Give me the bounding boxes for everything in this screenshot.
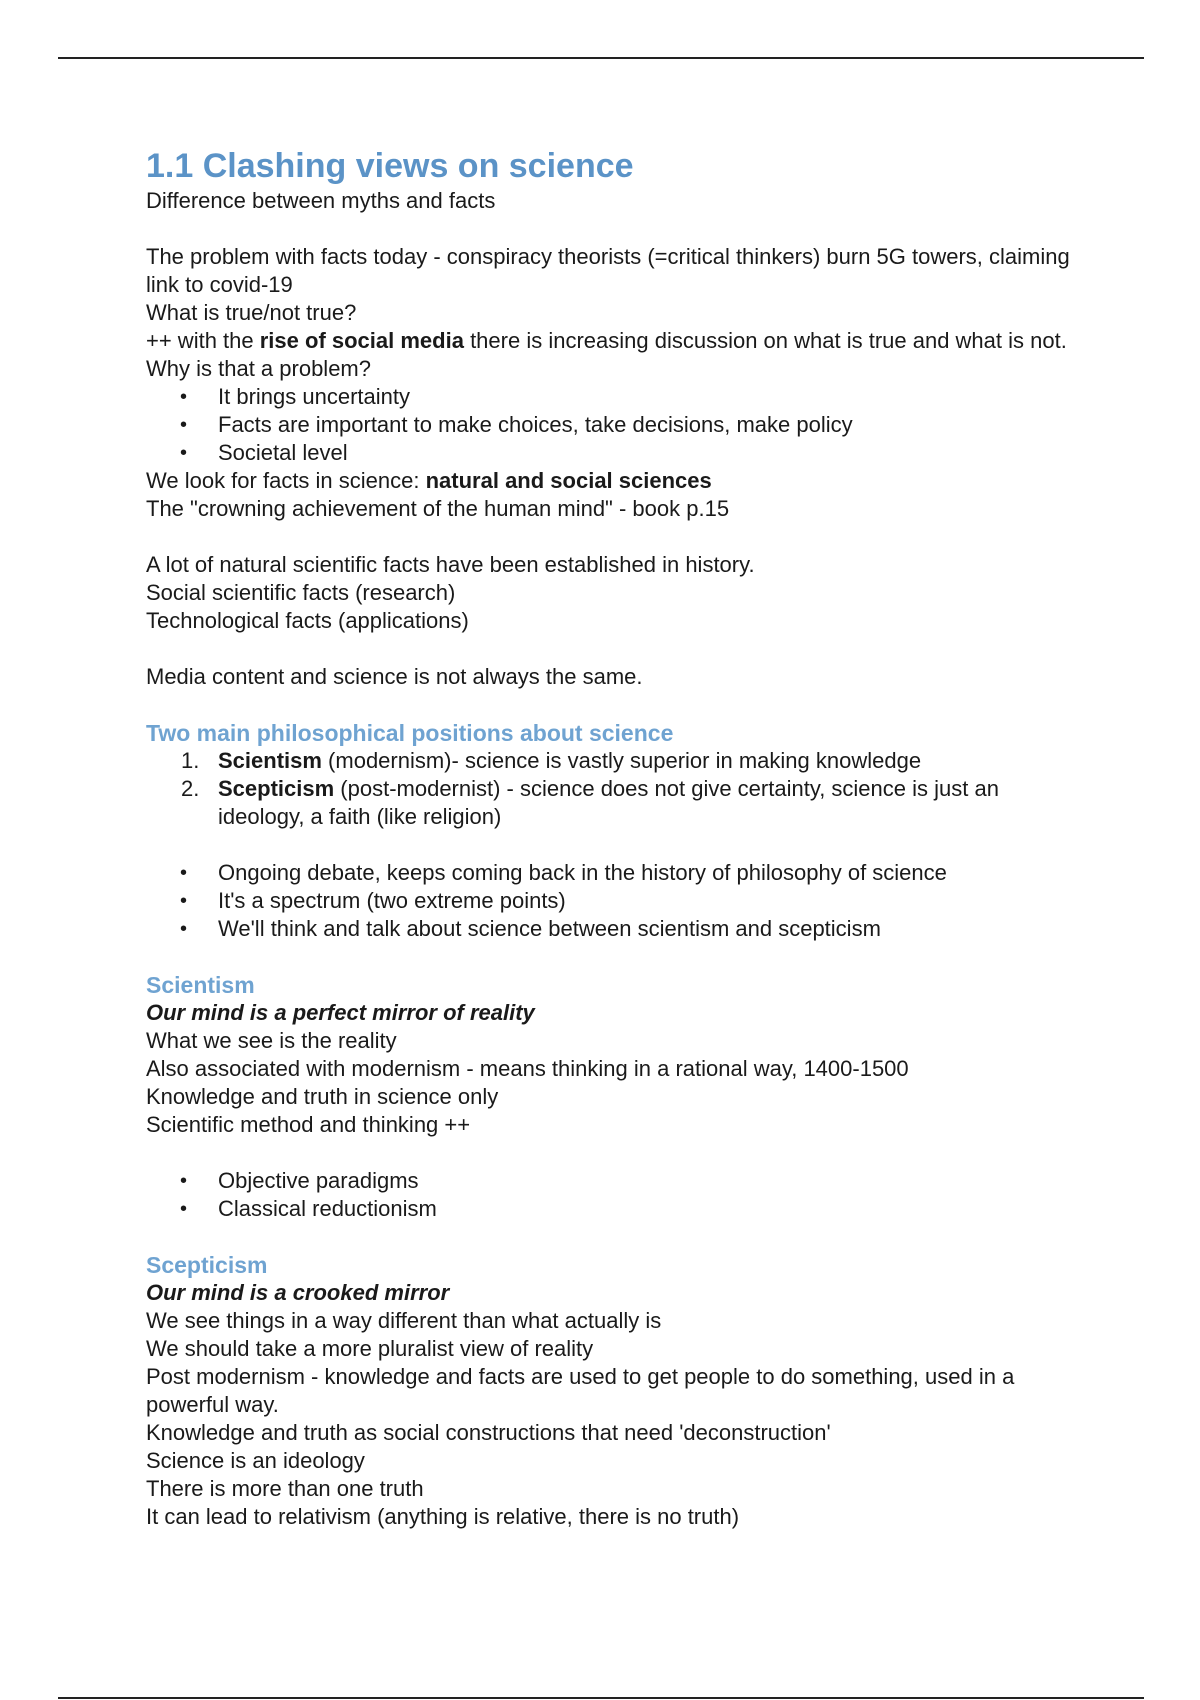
- social-media-line: ++ with the rise of social media there is increasing discussion on what is true and what is not.: [146, 328, 1067, 353]
- media-line: Media content and science is not always the same.: [146, 664, 643, 689]
- subtitle: Difference between myths and facts: [146, 188, 496, 213]
- page-title: 1.1 Clashing views on science: [146, 147, 634, 185]
- scepticism-line: Science is an ideology: [146, 1448, 365, 1473]
- top-rule: [58, 57, 1144, 59]
- why-line: Why is that a problem?: [146, 356, 371, 381]
- scientism-heading: Scientism: [146, 972, 255, 998]
- scepticism-line: Knowledge and truth as social constructions that need 'deconstruction': [146, 1420, 831, 1445]
- list-item: • Classical reductionism: [146, 1195, 1086, 1223]
- list-item: 2. Scepticism (post-modernist) - science does not give certainty, science is just an ideology, a faith (like religion): [181, 776, 999, 829]
- sciences-emphasis: natural and social sciences: [425, 468, 712, 493]
- scepticism-line: Post modernism - knowledge and facts are used to get people to do something, used in a powerful way.: [146, 1364, 1015, 1417]
- scientism-tagline: Our mind is a perfect mirror of reality: [146, 1000, 535, 1025]
- scepticism-heading: Scepticism: [146, 1252, 268, 1278]
- list-item: • It brings uncertainty: [146, 383, 1086, 411]
- scepticism-tagline: Our mind is a crooked mirror: [146, 1280, 450, 1305]
- scepticism-line: It can lead to relativism (anything is relative, there is no truth): [146, 1504, 740, 1529]
- list-item: • Facts are important to make choices, take decisions, make policy: [146, 411, 1086, 439]
- scepticism-line: We see things in a way different than what actually is: [146, 1308, 662, 1333]
- scientism-line: What we see is the reality: [146, 1028, 397, 1053]
- social-facts-line: Social scientific facts (research): [146, 580, 456, 605]
- scientism-line: Knowledge and truth in science only: [146, 1084, 499, 1109]
- facts-in-science-line: We look for facts in science: natural and social sciences: [146, 468, 712, 493]
- question-line: What is true/not true?: [146, 300, 357, 325]
- scepticism-line: We should take a more pluralist view of reality: [146, 1336, 594, 1361]
- problem-bullet-list: [146, 383, 1086, 467]
- list-item: • Objective paradigms: [146, 1167, 1086, 1195]
- natural-facts-line: A lot of natural scientific facts have been established in history.: [146, 552, 755, 577]
- crowning-line: The "crowning achievement of the human mind" - book p.15: [146, 496, 730, 521]
- scepticism-line: There is more than one truth: [146, 1476, 424, 1501]
- list-item: 1. Scientism (modernism)- science is vastly superior in making knowledge: [181, 748, 922, 773]
- positions-bullet-list: [146, 859, 1086, 943]
- scientism-bullet-list: [146, 1167, 1086, 1223]
- bottom-rule: [58, 1697, 1144, 1699]
- list-item: • We'll think and talk about science between scientism and scepticism: [146, 915, 1086, 943]
- list-item: • Ongoing debate, keeps coming back in the history of philosophy of science: [146, 859, 1086, 887]
- positions-numbered-list: [146, 747, 1086, 831]
- tech-facts-line: Technological facts (applications): [146, 608, 469, 633]
- social-media-emphasis: rise of social media: [259, 328, 464, 353]
- list-item: • It's a spectrum (two extreme points): [146, 887, 1086, 915]
- positions-heading: Two main philosophical positions about science: [146, 720, 674, 746]
- scientism-line: Scientific method and thinking ++: [146, 1112, 471, 1137]
- list-item: • Societal level: [146, 439, 1086, 467]
- document-body: [146, 145, 1086, 1531]
- problem-line: The problem with facts today - conspiracy theorists (=critical thinkers) burn 5G towers, claiming link to covid-19: [146, 244, 1070, 297]
- scientism-line: Also associated with modernism - means thinking in a rational way, 1400-1500: [146, 1056, 909, 1081]
